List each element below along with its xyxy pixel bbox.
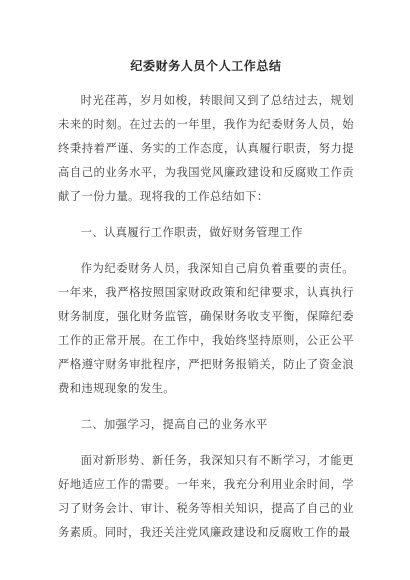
document-title: 纪委财务人员个人工作总结 — [130, 59, 282, 73]
section-heading-1: 一、认真履行工作职责，做好财务管理工作 — [80, 226, 303, 239]
section-heading-2: 二、加强学习，提高自己的业务水平 — [80, 418, 268, 431]
section-1-paragraph: 作为纪委财务人员，我深知自己肩负着重要的责任。一年来，我严格按照国家财政政策和纪律要求，认真执行财务制度，强化财务监管，确保财务收支平衡，保障纪委工作的正常开展。在工作中，我始终坚持原则，公正公平严格遵守财务审批程序，严把财务报销关，防止了资金浪费和违规现象的发生。 — [58, 262, 354, 395]
section-2-paragraph: 面对新形势、新任务，我深知只有不断学习，才能更好地适应工作的需要。一年来，我充分利用业余时间，学习了财务会计、审计、税务等相关知识，提高了自己的业务素质。同时，我还关注党风廉政建设和反腐败工作的最 — [58, 454, 354, 539]
intro-paragraph: 时光荏苒，岁月如梭，转眼间又到了总结过去，规划未来的时刻。在过去的一年里，我作为纪委财务人员，始终秉持着严谨、务实的工作态度，认真履行职责，努力提高自己的业务水平，为我国党风廉政建设和反腐败工作贡献了一份力量。现将我的工作总结如下： — [58, 94, 354, 203]
document-body — [58, 89, 354, 545]
